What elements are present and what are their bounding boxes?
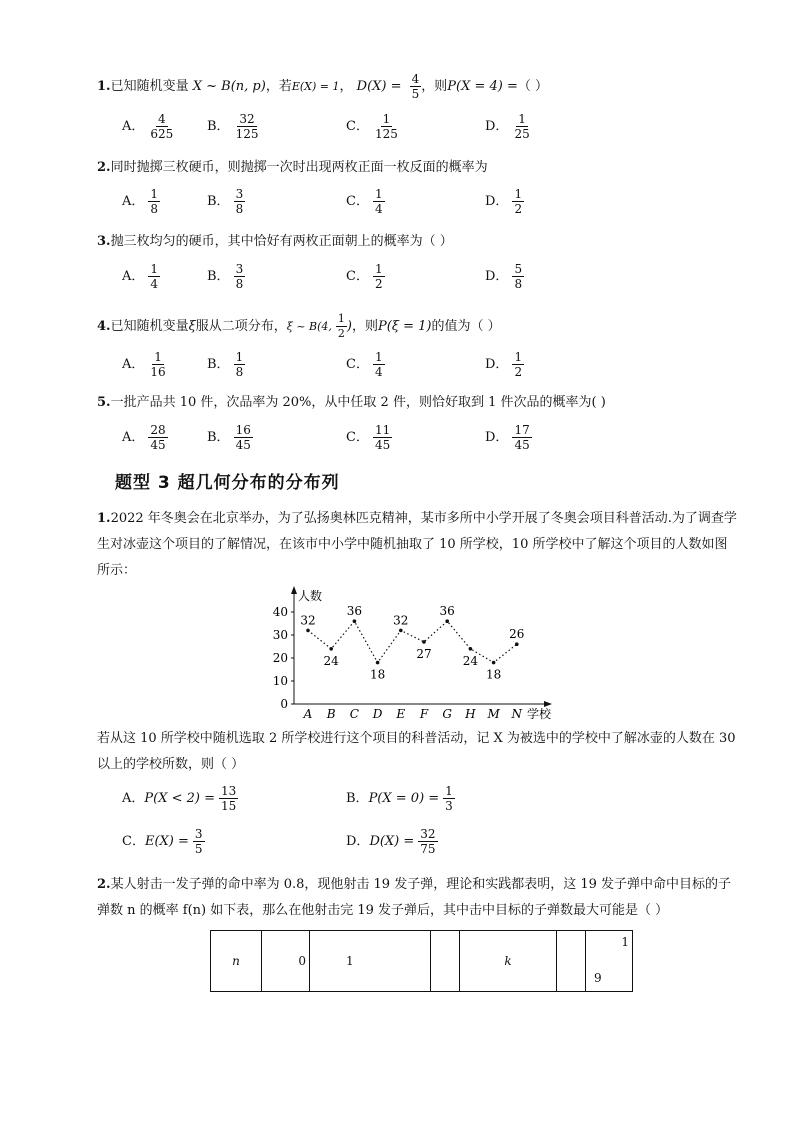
table-cell: n bbox=[211, 931, 262, 992]
question-text: 服从二项分布， bbox=[195, 319, 287, 334]
y-axis-label: 人数 bbox=[298, 589, 323, 603]
option-label: C． bbox=[346, 430, 369, 445]
denominator: 4 bbox=[374, 202, 383, 216]
question-text: ， bbox=[339, 79, 353, 94]
option-b[interactable] bbox=[346, 784, 455, 813]
option-a[interactable] bbox=[122, 262, 160, 291]
x-tick-label: H bbox=[465, 707, 476, 720]
option-c[interactable] bbox=[346, 350, 385, 379]
numerator: 1 bbox=[154, 350, 162, 364]
denominator: 4 bbox=[374, 365, 383, 379]
denominator: 75 bbox=[420, 842, 436, 856]
question-text: 2022 年冬奥会在北京举办，为了弘扬奥林匹克精神，某市多所中小学开展了冬奥会项目科普活动.为了调查学生对冰壶这个项目的了解情况，在该市中小学中随机抽取了 10 所学校，10 所学校中了解这个项目的人数如图所示： bbox=[97, 511, 737, 578]
table-cell: k bbox=[460, 931, 557, 992]
denominator: 8 bbox=[150, 202, 159, 216]
x-tick-label: A bbox=[303, 707, 313, 720]
data-label: 24 bbox=[323, 653, 339, 668]
table-cell: 1 bbox=[310, 931, 431, 992]
denominator: 15 bbox=[221, 799, 237, 813]
math-expression: P(ξ = 1) bbox=[378, 319, 432, 334]
question-text: 已知随机变量 bbox=[110, 79, 189, 94]
option-d[interactable] bbox=[485, 112, 532, 141]
x-tick-label: B bbox=[326, 707, 336, 720]
y-axis-arrow bbox=[291, 586, 297, 594]
option-a[interactable] bbox=[122, 350, 168, 379]
answer-blank: （ ） bbox=[517, 79, 549, 94]
table-row bbox=[211, 931, 633, 992]
denominator: 5 bbox=[194, 842, 203, 856]
question-number: 5. bbox=[97, 395, 111, 410]
option-d[interactable] bbox=[485, 423, 532, 452]
option-label: B． bbox=[207, 357, 230, 372]
fraction bbox=[336, 312, 347, 341]
question-number: 4. bbox=[97, 319, 111, 334]
option-d[interactable] bbox=[346, 827, 438, 856]
fraction bbox=[234, 350, 246, 379]
numerator: 1 bbox=[514, 350, 523, 364]
option-label: D． bbox=[346, 834, 370, 849]
question-number: 2. bbox=[97, 877, 111, 892]
question-text: 若从这 10 所学校中随机选取 2 所学校进行这个项目的科普活动，记 X 为被选中的学校中了解冰壶的人数在 30 以上的学校所数，则（ ） bbox=[97, 731, 736, 772]
x-tick-label: F bbox=[419, 707, 429, 720]
data-label: 36 bbox=[439, 604, 455, 619]
numerator: 3 bbox=[235, 262, 244, 276]
option-label: D． bbox=[485, 269, 509, 284]
numerator: 16 bbox=[235, 423, 251, 437]
fraction bbox=[512, 350, 524, 379]
math-expression: ξ bbox=[188, 319, 196, 334]
option-label: C． bbox=[346, 194, 369, 209]
math-expression: E(X) = bbox=[144, 834, 189, 849]
fraction bbox=[234, 262, 246, 291]
fraction bbox=[373, 423, 392, 452]
option-c[interactable] bbox=[346, 262, 385, 291]
table-cell: 0 bbox=[262, 931, 310, 992]
cell-text: 9 bbox=[594, 971, 602, 985]
fraction bbox=[234, 187, 246, 216]
math-expression: D(X) = bbox=[369, 834, 415, 849]
option-label: A． bbox=[122, 791, 145, 806]
denominator: 2 bbox=[374, 277, 383, 291]
option-label: A． bbox=[122, 194, 145, 209]
numerator: 3 bbox=[194, 827, 203, 841]
fraction bbox=[418, 827, 437, 856]
numerator: 1 bbox=[337, 312, 345, 325]
table-cell bbox=[431, 931, 460, 992]
data-label: 24 bbox=[462, 653, 479, 668]
probability-table bbox=[210, 930, 633, 992]
numerator: 28 bbox=[150, 423, 166, 437]
question-text: ，则 bbox=[421, 79, 448, 94]
question-2 bbox=[97, 159, 488, 177]
denominator: 45 bbox=[374, 438, 391, 452]
option-label: D． bbox=[485, 357, 509, 372]
question-text: ，若 bbox=[265, 79, 292, 94]
fraction bbox=[148, 112, 175, 141]
section-question-1-stem bbox=[97, 726, 737, 778]
denominator: 2 bbox=[514, 202, 523, 216]
fraction bbox=[148, 187, 160, 216]
fraction bbox=[193, 827, 205, 856]
question-1 bbox=[97, 72, 548, 101]
question-5 bbox=[97, 394, 606, 412]
numerator: 1 bbox=[150, 262, 159, 276]
numerator: 1 bbox=[150, 187, 159, 201]
question-3 bbox=[97, 233, 453, 251]
fraction bbox=[373, 187, 385, 216]
x-tick-label: C bbox=[349, 707, 359, 720]
section-question-2 bbox=[97, 872, 737, 924]
denominator: 45 bbox=[514, 438, 530, 452]
question-number: 3. bbox=[97, 234, 111, 249]
option-a[interactable] bbox=[122, 784, 238, 813]
option-b[interactable] bbox=[207, 112, 260, 141]
option-label: C． bbox=[346, 269, 369, 284]
data-point bbox=[469, 647, 473, 651]
option-label: B． bbox=[207, 269, 230, 284]
denominator: 5 bbox=[411, 87, 420, 101]
numerator: 1 bbox=[374, 350, 383, 364]
question-number: 1. bbox=[97, 511, 111, 526]
section-heading: 题型 3 超几何分布的分布列 bbox=[115, 473, 340, 493]
question-text: 的值为（ ） bbox=[431, 319, 501, 334]
denominator: 2 bbox=[337, 327, 345, 340]
numerator: 32 bbox=[420, 827, 436, 841]
question-text: 已知随机变量 bbox=[110, 319, 189, 334]
option-d[interactable] bbox=[485, 187, 524, 216]
option-b[interactable] bbox=[207, 423, 253, 452]
y-tick-label: 20 bbox=[272, 651, 288, 665]
denominator: 2 bbox=[514, 365, 523, 379]
denominator: 45 bbox=[235, 438, 251, 452]
x-tick-label: M bbox=[487, 707, 500, 720]
option-label: D． bbox=[485, 430, 509, 445]
numerator: 1 bbox=[445, 784, 453, 798]
option-label: D． bbox=[485, 119, 509, 134]
data-point bbox=[306, 629, 310, 633]
math-expression: P(X = 4) = bbox=[447, 79, 518, 94]
fraction bbox=[373, 262, 385, 291]
data-label: 32 bbox=[393, 613, 409, 628]
question-text: ，则 bbox=[352, 319, 379, 334]
section-question-1 bbox=[97, 506, 737, 584]
numerator: 1 bbox=[374, 187, 383, 201]
denominator: 625 bbox=[150, 127, 174, 141]
cell-text: 1 bbox=[621, 935, 629, 949]
option-label: B． bbox=[207, 119, 230, 134]
data-point bbox=[445, 619, 449, 623]
question-number: 1. bbox=[97, 79, 111, 94]
option-a[interactable] bbox=[122, 423, 168, 452]
numerator: 4 bbox=[411, 72, 420, 86]
math-expression: ) bbox=[346, 319, 352, 334]
y-tick-label: 40 bbox=[272, 605, 288, 619]
option-label: A． bbox=[122, 357, 145, 372]
fraction bbox=[512, 187, 524, 216]
option-c[interactable] bbox=[122, 827, 205, 856]
denominator: 3 bbox=[445, 799, 453, 813]
denominator: 25 bbox=[514, 127, 530, 141]
numerator: 17 bbox=[514, 423, 530, 437]
fraction bbox=[148, 262, 160, 291]
data-point bbox=[492, 661, 496, 665]
option-c[interactable] bbox=[346, 423, 392, 452]
denominator: 125 bbox=[235, 127, 259, 141]
option-label: A． bbox=[122, 430, 145, 445]
option-d[interactable] bbox=[485, 350, 524, 379]
denominator: 8 bbox=[235, 202, 244, 216]
option-c[interactable] bbox=[346, 112, 400, 141]
data-label: 32 bbox=[300, 613, 316, 628]
math-expression: P(X < 2) = bbox=[144, 791, 215, 806]
data-point bbox=[353, 619, 357, 623]
math-expression: ξ ~ B(4, bbox=[286, 320, 332, 333]
fraction bbox=[234, 112, 261, 141]
denominator: 8 bbox=[514, 277, 523, 291]
option-b[interactable] bbox=[207, 187, 245, 216]
option-label: C． bbox=[346, 357, 369, 372]
denominator: 4 bbox=[150, 277, 159, 291]
fraction bbox=[512, 423, 531, 452]
line-chart bbox=[270, 586, 560, 720]
data-point bbox=[399, 629, 403, 633]
fraction bbox=[148, 350, 167, 379]
numerator: 4 bbox=[158, 112, 166, 126]
question-text: 同时抛掷三枚硬币，则抛掷一次时出现两枚正面一枚反面的概率为 bbox=[110, 160, 488, 175]
numerator: 1 bbox=[382, 112, 391, 126]
fraction bbox=[373, 112, 400, 141]
option-label: A． bbox=[122, 269, 145, 284]
denominator: 125 bbox=[374, 127, 398, 141]
x-tick-label: D bbox=[372, 707, 383, 720]
numerator: 3 bbox=[235, 187, 244, 201]
data-label: 27 bbox=[416, 646, 432, 661]
data-point bbox=[422, 640, 426, 644]
denominator: 8 bbox=[235, 365, 244, 379]
fraction bbox=[219, 784, 238, 813]
option-c[interactable] bbox=[346, 187, 385, 216]
option-b[interactable] bbox=[207, 262, 245, 291]
option-label: B． bbox=[346, 791, 369, 806]
fraction bbox=[410, 72, 422, 101]
numerator: 1 bbox=[374, 262, 383, 276]
question-text: 一批产品共 10 件，次品率为 20%，从中任取 2 件，则恰好取到 1 件次品的概率为( ) bbox=[110, 395, 606, 410]
option-b[interactable] bbox=[207, 350, 245, 379]
fraction bbox=[373, 350, 385, 379]
fraction bbox=[148, 423, 167, 452]
x-tick-label: G bbox=[442, 707, 452, 720]
math-expression: P(X = 0) = bbox=[368, 791, 440, 806]
denominator: 45 bbox=[150, 438, 166, 452]
x-axis-label: 学校 bbox=[527, 707, 552, 720]
x-tick-label: N bbox=[511, 707, 523, 720]
fraction bbox=[443, 784, 455, 813]
question-4 bbox=[97, 312, 501, 341]
data-label: 26 bbox=[509, 627, 525, 642]
numerator: 32 bbox=[239, 112, 255, 126]
option-a[interactable] bbox=[122, 187, 160, 216]
fraction bbox=[234, 423, 253, 452]
numerator: 13 bbox=[221, 784, 237, 798]
data-label: 18 bbox=[369, 667, 386, 682]
data-label: 36 bbox=[346, 604, 363, 619]
numerator: 1 bbox=[235, 350, 244, 364]
option-a[interactable] bbox=[122, 112, 175, 141]
series-line bbox=[308, 621, 517, 662]
option-label: B． bbox=[207, 430, 230, 445]
option-d[interactable] bbox=[485, 262, 524, 291]
data-point bbox=[376, 661, 380, 665]
option-label: A． bbox=[122, 119, 145, 134]
y-tick-label: 0 bbox=[280, 697, 288, 711]
math-expression: X ~ B(n, p) bbox=[192, 79, 266, 94]
table-cell bbox=[586, 931, 633, 992]
numerator: 11 bbox=[374, 423, 391, 437]
data-label: 18 bbox=[485, 667, 502, 682]
option-label: C． bbox=[346, 119, 369, 134]
option-label: B． bbox=[207, 194, 230, 209]
question-number: 2. bbox=[97, 160, 111, 175]
y-tick-label: 10 bbox=[272, 674, 288, 688]
fraction bbox=[512, 262, 524, 291]
numerator: 1 bbox=[518, 112, 526, 126]
numerator: 5 bbox=[514, 262, 523, 276]
y-tick-label: 30 bbox=[272, 628, 288, 642]
table-cell bbox=[557, 931, 586, 992]
data-point bbox=[329, 647, 333, 651]
question-text: 某人射击一发子弹的命中率为 0.8，现他射击 19 发子弹，理论和实践都表明，这 19 发子弹中命中目标的子弹数 n 的概率 f(n) 如下表，那么在他射击完 19 发子弹后，其中击中目标的子弹数最大可能是（ ） bbox=[97, 877, 731, 918]
fraction bbox=[512, 112, 531, 141]
denominator: 16 bbox=[150, 365, 166, 379]
option-label: D． bbox=[485, 194, 509, 209]
math-expression: E(X) = 1 bbox=[291, 80, 340, 93]
option-label: C． bbox=[122, 834, 145, 849]
question-text: 抛三枚均匀的硬币，其中恰好有两枚正面朝上的概率为（ ） bbox=[110, 234, 453, 249]
math-expression: D(X) = bbox=[356, 79, 402, 94]
numerator: 1 bbox=[514, 187, 523, 201]
denominator: 8 bbox=[235, 277, 244, 291]
data-point bbox=[515, 642, 519, 646]
x-tick-label: E bbox=[396, 707, 406, 720]
